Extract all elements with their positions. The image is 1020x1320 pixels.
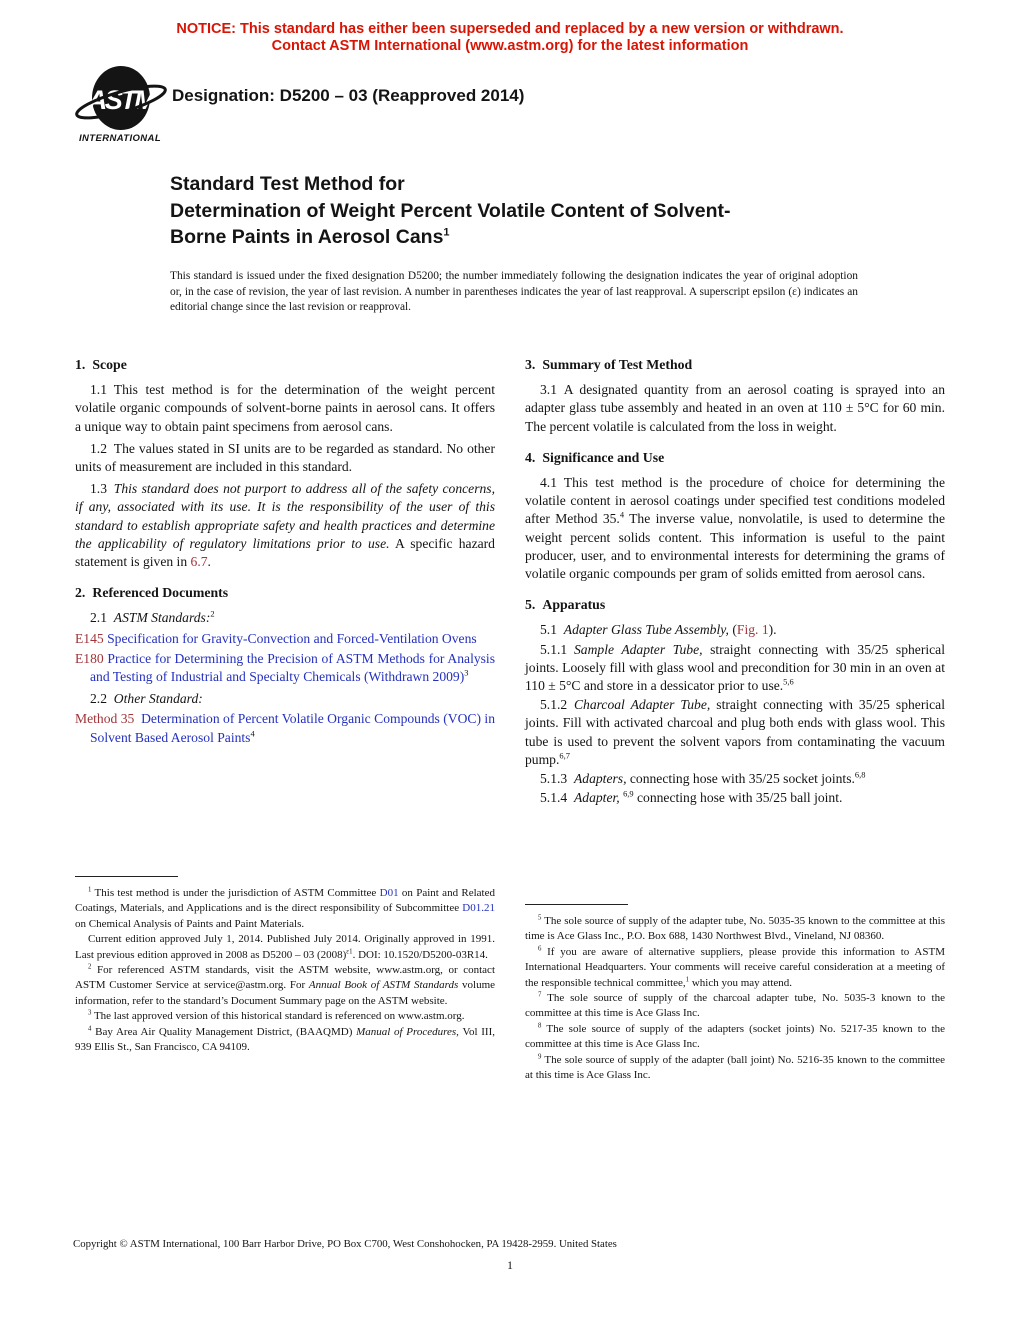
- text-run: The sole source of supply of the adapter (ball joint) No. 5216-35 known to the committee at this time is Ace Glass Inc.: [525, 1053, 945, 1082]
- text-run: connecting hose with 35/25 socket joints.: [626, 771, 855, 787]
- footnote: [75, 1009, 495, 1024]
- text-run: on Chemical Analysis of Paints and Paint Materials.: [75, 917, 305, 930]
- designation: Designation: D5200 – 03 (Reapproved 2014): [172, 86, 525, 105]
- text-run: volume information, refer to the standard’s Document Summary page on the ASTM website.: [75, 979, 496, 1007]
- clause-paragraph: [525, 789, 945, 807]
- logo-astm-text: ASTM: [87, 85, 155, 115]
- section-number: 2.: [75, 585, 86, 601]
- clause-paragraph: [525, 621, 945, 639]
- clause-paragraph: [525, 770, 945, 788]
- notice-line-2: Contact ASTM International (www.astm.org) for the latest information: [271, 37, 749, 54]
- reference-link[interactable]: E145: [75, 630, 108, 646]
- notice-line-1: NOTICE: This standard has either been superseded and replaced by a new version or withdrawn.: [176, 21, 844, 37]
- reference-link[interactable]: Practice for Determining the Precision of ASTM Methods for Analysis and Testing of Industrial and Specialty Chemicals (Withdrawn 2009): [90, 650, 496, 685]
- text-run: 1.1 This test method is for the determination of the weight percent volatile organic compounds of solvent-borne paints in aerosol cans. It offers a unique way to obtain paint specimens from aerosol cans.: [75, 382, 495, 434]
- title-line-2: Determination of Weight Percent Volatile Content of Solvent-: [170, 199, 731, 222]
- section-title: Scope: [92, 357, 127, 372]
- footnote: [525, 1053, 945, 1084]
- footnote-marker: 3: [464, 667, 469, 678]
- section-number: 3.: [525, 357, 536, 372]
- reference-link[interactable]: Method 35: [75, 711, 135, 727]
- text-run: Bay Area Air Quality Management District, (BAAQMD): [91, 1025, 357, 1038]
- footnote-rule: [525, 904, 628, 905]
- supersession-notice: [0, 21, 1020, 54]
- footnote: [75, 963, 495, 1009]
- text-run: ).: [768, 622, 777, 638]
- text-run: A specific hazard statement is given in: [75, 535, 495, 570]
- text-run: 5.1.2: [540, 697, 574, 713]
- footnote-rule: [75, 876, 178, 877]
- footnote-marker: 2: [210, 608, 215, 619]
- footnote-marker: 6,7: [559, 750, 570, 761]
- text-run: Current edition approved July 1, 2014. Published July 2014. Originally approved in 1991. Last previous edition approved in 2008 as D5200 – 03 (2008): [75, 933, 495, 961]
- text-run: 3.1 A designated quantity from an aerosol coating is sprayed into an adapter glass tube assembly and heated in an oven at 110 ± 5°C for 60 min. The percent volatile is calculated from the loss in weight.: [525, 382, 945, 434]
- footnote: [525, 914, 945, 945]
- text-run: The inverse value, nonvolatile, is used to determine the weight percent solids content. This information is useful to the paint producer, user, and to environmental interests for determining the grams of volatile organic compounds per gram of solids emitted from aerosol cans.: [525, 511, 945, 582]
- clause-paragraph: [75, 440, 495, 476]
- clause-paragraph: [75, 480, 495, 571]
- page-number: 1: [507, 1258, 513, 1272]
- clause-paragraph: [75, 609, 495, 627]
- clause-paragraph: [525, 696, 945, 769]
- footnote: [75, 932, 495, 963]
- section-title: Referenced Documents: [92, 585, 229, 601]
- copyright-line: Copyright © ASTM International, 100 Barr Harbor Drive, PO Box C700, West Conshohocken, PA 19428-2959. United States: [73, 1238, 617, 1250]
- footnote: [75, 886, 495, 932]
- column-left: [75, 356, 495, 747]
- footnote: [525, 945, 945, 991]
- text-run: which you may attend.: [689, 976, 793, 989]
- text-run: Other Standard:: [113, 691, 203, 707]
- title-line-3-text: Borne Paints in Aerosol Cans: [170, 226, 444, 248]
- reference-link[interactable]: Fig. 1: [736, 622, 769, 638]
- footnote-marker: 4: [88, 1025, 92, 1032]
- text-run: 4.1 This test method is the procedure of choice for determining the volatile content in aerosol coatings under specified test conditions modeled after Method 35.: [525, 475, 945, 527]
- footnote-marker: 7: [538, 991, 542, 999]
- section-number: 4.: [525, 449, 536, 465]
- text-run: straight connecting with 35/25 spherical joints. Loosely fill with glass wool and precondition for 30 min in an oven at 110 ± 5°C and store in a dessicator prior to use.: [525, 641, 945, 694]
- astm-globe-icon: [72, 64, 168, 136]
- text-run: (: [728, 622, 737, 638]
- column-right: [525, 356, 945, 807]
- text-run: Charcoal Adapter Tube,: [573, 697, 711, 713]
- footnotes-left: [75, 876, 495, 1055]
- footnote-marker: 4: [619, 509, 625, 520]
- footnote-marker: 1: [88, 886, 92, 894]
- text-run: Annual Book of ASTM Standards: [308, 979, 459, 992]
- footnote-marker: 6,8: [854, 769, 866, 780]
- text-run: Adapters,: [573, 771, 627, 787]
- reference-item: [75, 630, 495, 648]
- section-heading: [75, 356, 495, 374]
- footnote-marker: 9: [538, 1053, 542, 1060]
- section-number: 1.: [75, 357, 86, 372]
- footnote-marker: 1: [685, 975, 690, 983]
- text-run: If you are aware of alternative suppliers, please provide this information to ASTM International Headquarters. Your comments will receive careful consideration at a meeting of the responsible technical committee,: [525, 945, 945, 989]
- section-title: Significance and Use: [542, 449, 665, 465]
- reference-link[interactable]: D01.21: [462, 902, 495, 915]
- text-run: 1.3: [90, 481, 114, 497]
- text-run: ASTM Standards:: [113, 610, 211, 626]
- section-heading: [525, 449, 945, 467]
- title-line-1: Standard Test Method for: [170, 173, 405, 195]
- footnote-marker: 6,9: [623, 788, 634, 799]
- issuance-note: This standard is issued under the fixed designation D5200; the number immediately following the designation indicates the year of original adoption or, in the case of revision, the year of last revision. A number in parentheses indicates the year of last reapproval. A superscript epsilon (ε) indicates an editorial change since the last revision or reapproval.: [170, 270, 858, 313]
- footnote: [525, 991, 945, 1022]
- footnote-marker: 8: [538, 1022, 542, 1030]
- text-run: The last approved version of this historical standard is referenced on www.astm.org.: [91, 1010, 465, 1023]
- clause-paragraph: [525, 474, 945, 583]
- text-run: .: [207, 554, 211, 570]
- footnote-marker: 6: [538, 945, 542, 953]
- section-heading: [525, 356, 945, 374]
- footnote-marker: 3: [88, 1009, 92, 1017]
- text-run: Vol III, 939 Ellis St., San Francisco, CA 94109.: [75, 1025, 495, 1054]
- footnote-marker: 2: [88, 963, 92, 971]
- text-run: This standard does not purport to address all of the safety concerns, if any, associated with its use. It is the responsibility of the user of this standard to establish appropriate safety and health practices and determine the applicability of regulatory limitations prior to use.: [75, 481, 495, 551]
- text-run: 5.1.1: [540, 641, 574, 657]
- text-run: 2.2: [90, 691, 114, 707]
- reference-link[interactable]: Determination of Percent Volatile Organic Compounds (VOC) in Solvent Based Aerosol Paints: [90, 711, 496, 745]
- section-number: 5.: [525, 597, 536, 613]
- section-heading: [75, 584, 495, 602]
- text-run: Adapter Glass Tube Assembly,: [563, 622, 729, 638]
- text-run: Adapter,: [573, 790, 620, 806]
- section-title: Summary of Test Method: [542, 357, 693, 372]
- footnote-marker: 5: [538, 914, 542, 922]
- text-run: This test method is under the jurisdiction of ASTM Committee: [91, 887, 380, 899]
- section-heading: [525, 596, 945, 614]
- reference-item: [75, 650, 495, 686]
- footnote: [75, 1025, 495, 1056]
- clause-paragraph: [525, 641, 945, 696]
- text-run: The sole source of supply of the charcoal adapter tube, No. 5035-3 known to the committee at this time is Ace Glass Inc.: [525, 992, 945, 1020]
- astm-logo: [68, 64, 172, 144]
- text-run: 5.1.4: [540, 790, 574, 806]
- text-run: 1.2 The values stated in SI units are to be regarded as standard. No other units of measurement are included in this standard.: [75, 440, 495, 475]
- footnotes-right: [525, 904, 945, 1083]
- title-line-3: [170, 224, 890, 251]
- title-block: [170, 171, 890, 251]
- reference-link[interactable]: Specification for Gravity-Convection and Forced-Ventilation Ovens: [107, 630, 477, 646]
- logo-international-text: INTERNATIONAL: [78, 133, 162, 144]
- text-run: The sole source of supply of the adapter tube, No. 5035-35 known to the committee at this time is Ace Glass Inc., P.O. Box 688, 1430 Northwest Blvd., Vineland, NJ 08360.: [525, 915, 945, 943]
- reference-link[interactable]: E180: [75, 650, 108, 666]
- footnote-marker: ε1: [346, 947, 353, 955]
- clause-paragraph: [75, 381, 495, 436]
- footnote: [525, 1022, 945, 1053]
- footnote-marker: 4: [250, 728, 255, 739]
- text-run: Manual of Procedures,: [356, 1025, 459, 1038]
- footnote-marker: 5,6: [783, 676, 794, 687]
- text-run: Sample Adapter Tube,: [573, 641, 703, 657]
- text-run: The sole source of supply of the adapters (socket joints) No. 5217-35 known to the committee at this time is Ace Glass Inc.: [525, 1022, 945, 1051]
- text-run: on Paint and Related Coatings, Materials, and Applications and is the direct responsibility of Subcommittee: [75, 887, 495, 915]
- reference-link[interactable]: D01: [379, 887, 399, 899]
- section-title: Apparatus: [542, 597, 606, 613]
- text-run: For referenced ASTM standards, visit the ASTM website, www.astm.org, or contact ASTM Customer Service at service@astm.org. For: [75, 964, 495, 992]
- reference-item: [75, 710, 495, 746]
- clause-paragraph: [525, 381, 945, 436]
- text-run: straight connecting with 35/25 spherical joints. Fill with activated charcoal and plug both ends with glass wool. This tube is used to prevent the solvent vapors from contaminating the vacuum pump.: [525, 697, 945, 767]
- text-run: . DOI: 10.1520/D5200-03R14.: [352, 948, 488, 961]
- text-run: 5.1.3: [540, 771, 574, 787]
- text-run: 2.1: [90, 610, 114, 626]
- text-run: connecting hose with 35/25 ball joint.: [633, 790, 843, 806]
- clause-paragraph: [75, 690, 495, 708]
- title-footnote-marker: 1: [443, 226, 450, 239]
- reference-link[interactable]: 6.7: [190, 554, 208, 570]
- text-run: 5.1: [540, 622, 564, 638]
